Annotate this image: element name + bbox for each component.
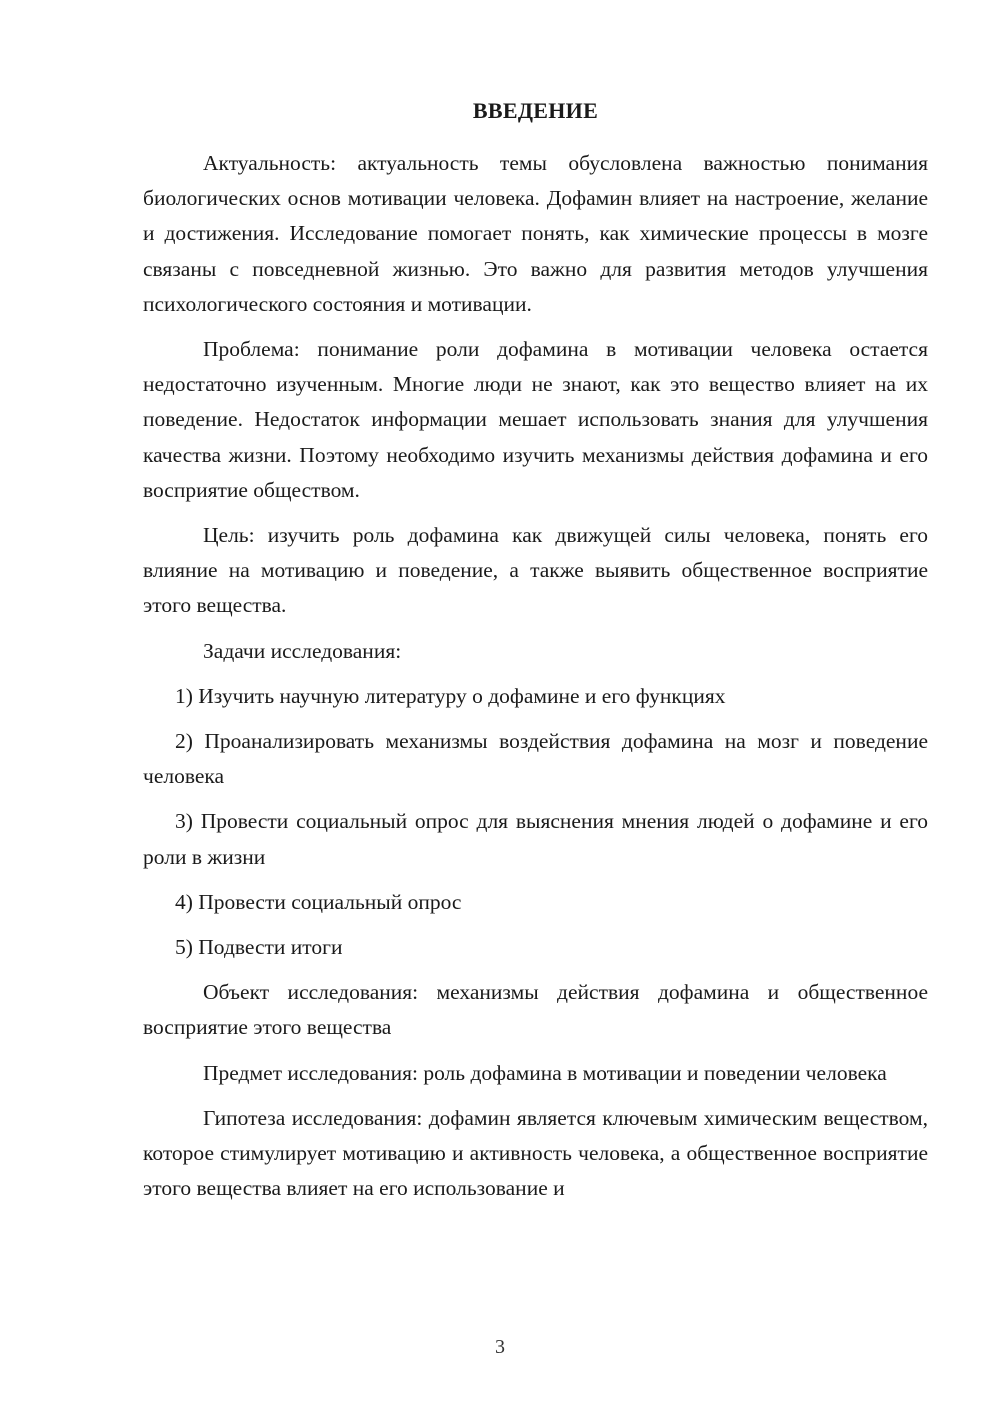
list-item: 3) Провести социальный опрос для выяснения мнения людей о дофамине и его роли в жизни	[143, 809, 928, 869]
document-page	[143, 97, 928, 1206]
paragraph-subject: Предмет исследования: роль дофамина в мотивации и поведении человека	[203, 1060, 887, 1085]
list-item: 5) Подвести итоги	[175, 935, 343, 960]
paragraph-problem: Проблема: понимание роли дофамина в мотивации человека остается недостаточно изученным. Многие люди не знают, как это вещество влияет на их поведение. Недостаток информации мешает использовать знания для улучшения качества жизни. Поэтому необходимо изучить механизмы действия дофамина и его восприятие обществом.	[143, 337, 928, 502]
section-title: ВВЕДЕНИЕ	[472, 98, 599, 123]
paragraph-tasks-heading: Задачи исследования:	[203, 638, 402, 663]
paragraph-object: Объект исследования: механизмы действия дофамина и общественное восприятие этого вещества	[143, 980, 928, 1040]
list-item: 1) Изучить научную литературу о дофамине и его функциях	[175, 683, 726, 708]
paragraph-relevance: Актуальность: актуальность темы обусловлена важностью понимания биологических основ мотивации человека. Дофамин влияет на настроение, желание и достижения. Исследование помогает понять, как химические процессы в мозге связаны с повседневной жизнью. Это важно для развития методов улучшения психологического состояния и мотивации.	[143, 151, 928, 316]
list-item: 4) Провести социальный опрос	[175, 889, 462, 914]
paragraph-hypothesis: Гипотеза исследования: дофамин является ключевым химическим веществом, которое стимулирует мотивацию и активность человека, а общественное восприятие этого вещества влияет на его использование и	[143, 1105, 928, 1201]
list-item: 2) Проанализировать механизмы воздействия дофамина на мозг и поведение человека	[143, 729, 928, 789]
paragraph-goal: Цель: изучить роль дофамина как движущей силы человека, понять его влияние на мотивацию и поведение, а также выявить общественное восприятие этого вещества.	[143, 523, 928, 618]
page-number: 3	[495, 1336, 505, 1358]
